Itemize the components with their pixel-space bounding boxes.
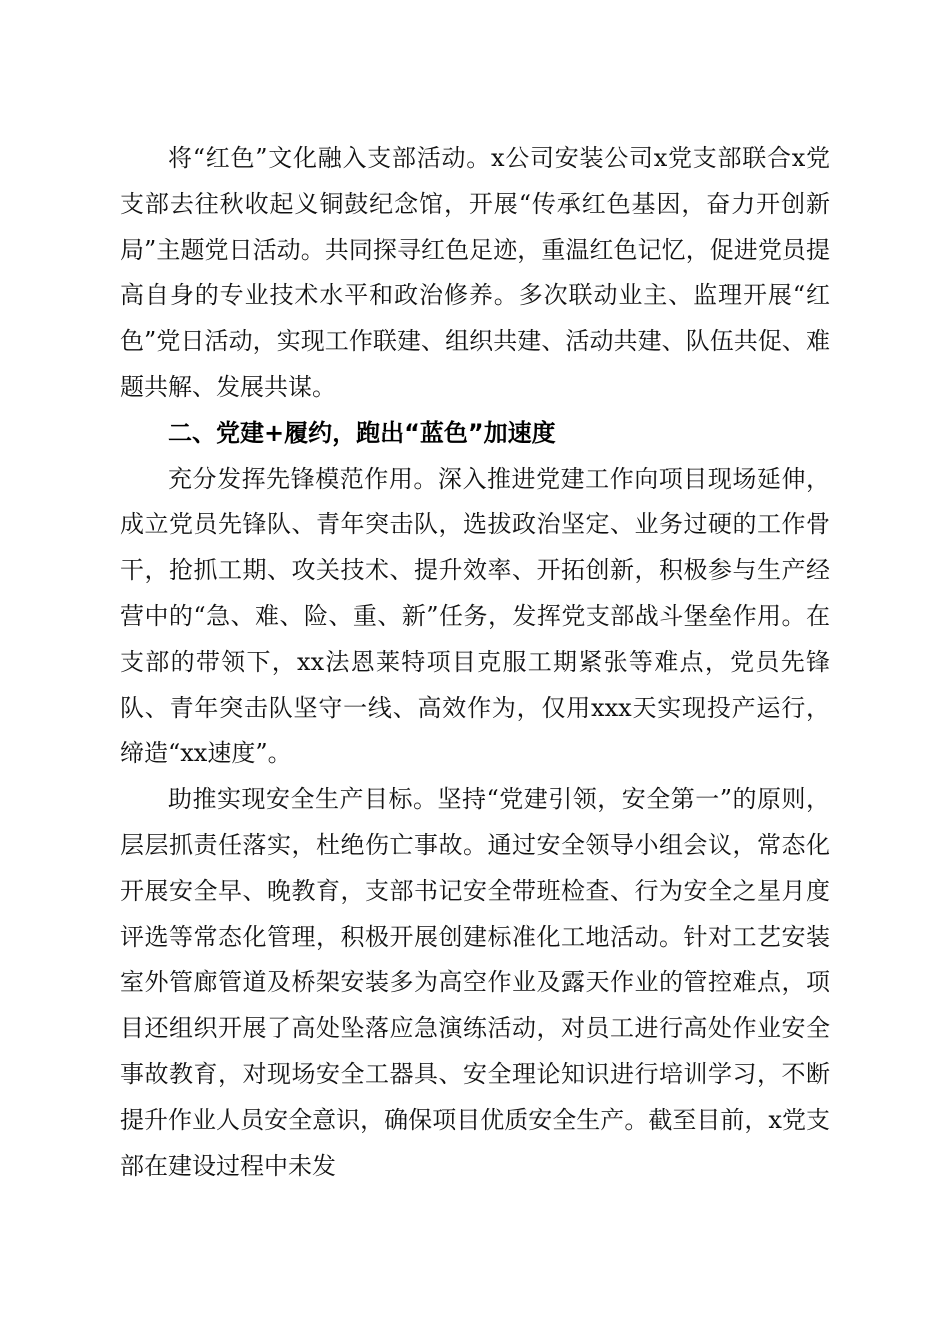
document-body (120, 136, 830, 1189)
section-heading: 二、党建+履约，跑出“蓝色”加速度 (168, 418, 556, 447)
paragraph-red-culture: 将“红色”文化融入支部活动。x公司安装公司x党支部联合x党支部去往秋收起义铜鼓纪念馆，开展“传承红色基因，奋力开创新局”主题党日活动。共同探寻红色足迹，重温红色记忆，促进党员提高自身的专业技术水平和政治修养。多次联动业主、监理开展“红色”党日活动，实现工作联建、组织共建、活动共建、队伍共促、难题共解、发展共谋。 (120, 144, 830, 401)
paragraph-vanguard-role: 充分发挥先锋模范作用。深入推进党建工作向项目现场延伸，成立党员先锋队、青年突击队，选拔政治坚定、业务过硬的工作骨干，抢抓工期、攻关技术、提升效率、开拓创新，积极参与生产经营中的“急、难、险、重、新”任务，发挥党支部战斗堡垒作用。在支部的带领下，xx法恩莱特项目克服工期紧张等难点，党员先锋队、青年突击队坚守一线、高效作为，仅用xxx天实现投产运行，缔造“xx速度”。 (120, 464, 830, 768)
paragraph-safety-production: 助推实现安全生产目标。坚持“党建引领，安全第一”的原则，层层抓责任落实，杜绝伤亡事故。通过安全领导小组会议，常态化开展安全早、晚教育，支部书记安全带班检查、行为安全之星月度评选等常态化管理，积极开展创建标准化工地活动。针对工艺安装室外管廊管道及桥架安装多为高空作业及露天作业的管控难点，项目还组织开展了高处坠落应急演练活动，对员工进行高处作业安全事故教育，对现场安全工器具、安全理论知识进行培训学习，不断提升作业人员安全意识，确保项目优质安全生产。截至目前，x党支部在建设过程中未发 (120, 785, 830, 1180)
